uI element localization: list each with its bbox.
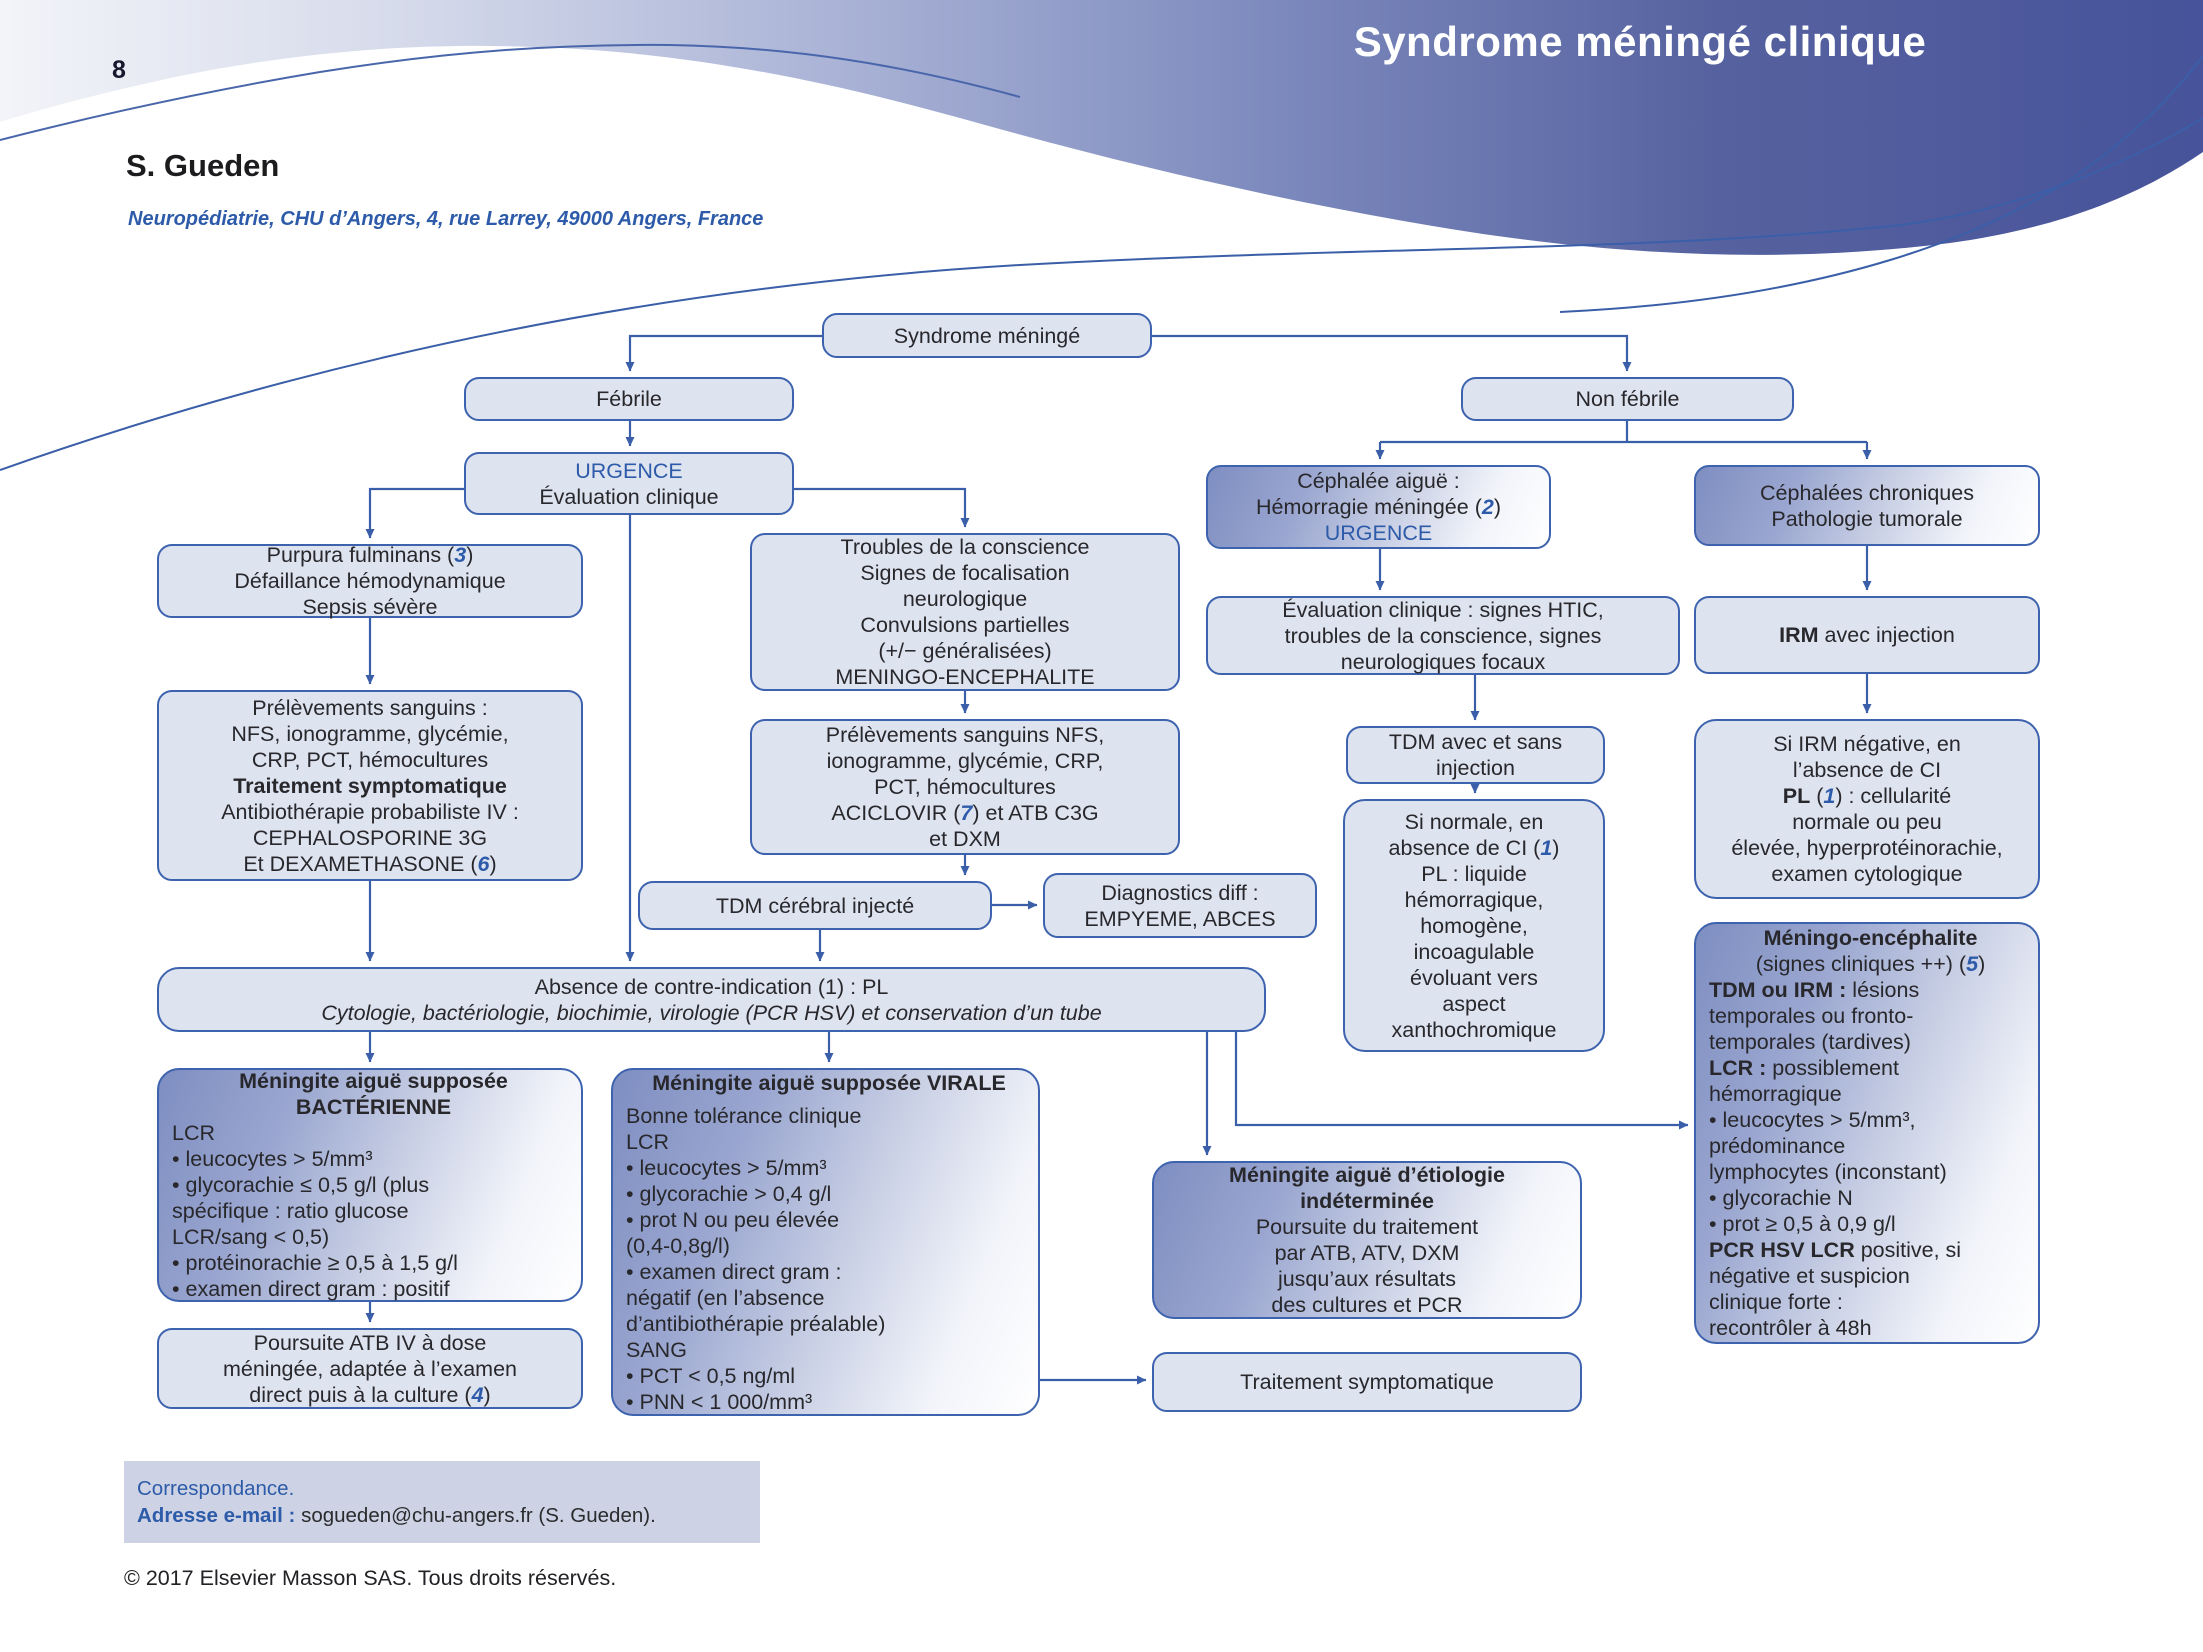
text-segment: SANG xyxy=(626,1337,687,1362)
text-line xyxy=(626,1155,1032,1181)
text-line xyxy=(172,1068,575,1094)
text-segment: CEPHALOSPORINE 3G xyxy=(252,825,488,850)
text-line xyxy=(169,1356,571,1382)
text-segment: ) xyxy=(483,1382,491,1407)
node-diagnostics-diff xyxy=(1043,873,1317,938)
text-segment: EMPYEME, ABCES xyxy=(1084,906,1276,931)
text-line xyxy=(626,1129,1032,1155)
text-segment: négative et suspicion xyxy=(1709,1264,1910,1288)
text-segment: par ATB, ATV, DXM xyxy=(1274,1241,1460,1265)
text-line xyxy=(169,851,571,877)
text-line xyxy=(172,1172,575,1198)
correspondence-email-line xyxy=(137,1502,760,1529)
text-line xyxy=(1164,1188,1570,1214)
text-line xyxy=(626,1103,1032,1129)
text-segment: IRM xyxy=(1779,623,1819,647)
text-line xyxy=(1218,494,1539,520)
text-segment: Défaillance hémodynamique xyxy=(234,569,506,593)
text-line xyxy=(1706,506,2028,532)
text-segment: 6 xyxy=(477,851,490,876)
text-line xyxy=(650,893,980,919)
text-line xyxy=(1218,468,1539,494)
text-line xyxy=(1355,809,1593,835)
text-line xyxy=(1709,1315,2032,1341)
text-segment: PL xyxy=(1782,784,1811,808)
text-segment: MENINGO-ENCEPHALITE xyxy=(835,665,1095,689)
text-line xyxy=(1358,729,1593,755)
text-line xyxy=(626,1233,1032,1259)
text-line xyxy=(172,1198,575,1224)
text-line xyxy=(172,1250,575,1276)
text-line xyxy=(626,1337,1032,1363)
text-segment: ) xyxy=(1552,835,1560,860)
text-line xyxy=(1164,1214,1570,1240)
text-segment: hémorragique, xyxy=(1404,887,1544,912)
text-line xyxy=(762,664,1168,690)
text-line xyxy=(172,1146,575,1172)
text-line xyxy=(169,568,571,594)
node-febrile xyxy=(464,377,794,421)
text-line xyxy=(1164,1292,1570,1318)
text-line xyxy=(1709,1211,2032,1237)
text-segment: ) : cellularité xyxy=(1835,784,1952,808)
page-number: 8 xyxy=(112,56,126,84)
text-segment: Signes de focalisation xyxy=(860,561,1070,585)
text-segment: injection xyxy=(1436,756,1515,780)
text-segment: Syndrome méningé xyxy=(893,323,1081,348)
copyright-notice: © 2017 Elsevier Masson SAS. Tous droits réservés. xyxy=(124,1566,617,1590)
text-line xyxy=(626,1259,1032,1285)
text-line xyxy=(169,1000,1254,1026)
text-line xyxy=(1709,1263,2032,1289)
text-line xyxy=(476,484,782,510)
text-line xyxy=(1709,925,2032,951)
text-segment: Si normale, en xyxy=(1404,809,1544,834)
text-segment: homogène, xyxy=(1420,913,1528,938)
node-irm-injection xyxy=(1694,596,2040,674)
text-line xyxy=(169,825,571,851)
text-line xyxy=(169,974,1254,1000)
node-meningite-bacterienne xyxy=(157,1068,583,1302)
text-segment: • protéinorachie ≥ 0,5 à 1,5 g/l xyxy=(172,1251,458,1275)
text-segment: lésions xyxy=(1846,978,1920,1002)
text-segment: temporales ou fronto- xyxy=(1709,1004,1914,1028)
text-segment: Fébrile xyxy=(596,387,662,411)
text-segment: CRP, PCT, hémocultures xyxy=(251,747,489,772)
text-line xyxy=(1355,887,1593,913)
text-line xyxy=(172,1094,575,1120)
text-line xyxy=(1706,622,2028,648)
node-traitement-symptomatique xyxy=(1152,1352,1582,1412)
text-segment: Méningite aiguë d’étiologie xyxy=(1229,1163,1505,1187)
text-segment: LCR xyxy=(172,1121,216,1145)
node-meningo-encephalite xyxy=(1694,922,2040,1344)
text-segment: neurologiques focaux xyxy=(1340,649,1546,674)
text-line xyxy=(1706,809,2028,835)
text-line xyxy=(1709,1055,2032,1081)
text-segment: • leucocytes > 5/mm³, xyxy=(1709,1108,1916,1132)
text-segment: Non fébrile xyxy=(1575,387,1680,411)
text-segment: TDM ou IRM : xyxy=(1709,978,1847,1002)
text-line xyxy=(1709,1159,2032,1185)
text-segment: spécifique : ratio glucose xyxy=(172,1199,409,1223)
author-affiliation: Neuropédiatrie, CHU d’Angers, 4, rue Larrey, 49000 Angers, France xyxy=(128,208,764,230)
text-segment: l’absence de CI xyxy=(1792,758,1942,782)
page-title: Syndrome méningé clinique xyxy=(1353,18,1927,65)
text-segment: lymphocytes (inconstant) xyxy=(1709,1160,1947,1184)
text-line xyxy=(476,386,782,412)
node-tdm-cerebral-injecte xyxy=(638,881,992,930)
text-segment: Sepsis sévère xyxy=(302,595,438,619)
text-line xyxy=(762,722,1168,748)
text-segment: absence de CI ( xyxy=(1388,835,1541,860)
text-line xyxy=(172,1224,575,1250)
node-cephalees-chroniques xyxy=(1694,465,2040,546)
node-meningite-indeterminee xyxy=(1152,1161,1582,1319)
text-segment: Antibiothérapie probabiliste IV : xyxy=(221,799,519,824)
text-segment: Cytologie, bactériologie, biochimie, virologie (PCR HSV) et conservation d’un tube xyxy=(321,1000,1102,1025)
text-line xyxy=(1164,1240,1570,1266)
text-segment: URGENCE xyxy=(1324,521,1433,545)
email-value[interactable]: sogueden@chu-angers.fr (S. Gueden). xyxy=(301,1504,656,1527)
text-line xyxy=(834,323,1140,349)
text-segment: xanthochromique xyxy=(1391,1017,1557,1042)
text-line xyxy=(762,748,1168,774)
text-line xyxy=(1709,951,2032,977)
text-segment: 7 xyxy=(960,801,973,825)
text-segment: normale ou peu xyxy=(1792,810,1942,834)
text-segment: Traitement symptomatique xyxy=(1240,1370,1494,1394)
text-segment: Méningite aiguë supposée xyxy=(239,1069,508,1093)
node-si-normale-pl xyxy=(1343,799,1605,1052)
text-segment: évoluant vers xyxy=(1410,965,1538,990)
text-line xyxy=(169,594,571,620)
text-line xyxy=(626,1363,1032,1389)
text-segment: ) xyxy=(466,543,474,567)
text-segment: Bonne tolérance clinique xyxy=(626,1103,862,1128)
text-segment: • examen direct gram : xyxy=(626,1259,842,1284)
text-segment: • leucocytes > 5/mm³ xyxy=(172,1147,373,1171)
text-line xyxy=(1355,939,1593,965)
text-line xyxy=(1055,880,1305,906)
node-cephalee-aigue xyxy=(1206,465,1551,549)
text-segment: négatif (en l’absence xyxy=(626,1285,825,1310)
text-line xyxy=(169,799,571,825)
node-urgence-evaluation xyxy=(464,452,794,515)
text-line xyxy=(626,1285,1032,1311)
text-segment: Troubles de la conscience xyxy=(840,535,1090,559)
text-line xyxy=(1709,1289,2032,1315)
text-line xyxy=(169,747,571,773)
text-segment: Si IRM négative, en xyxy=(1773,732,1961,756)
text-line xyxy=(762,586,1168,612)
text-line xyxy=(169,695,571,721)
text-line xyxy=(1218,520,1539,546)
text-segment: d’antibiothérapie préalable) xyxy=(626,1311,886,1336)
text-line xyxy=(1709,977,2032,1003)
text-segment: BACTÉRIENNE xyxy=(295,1095,452,1119)
text-segment: (0,4-0,8g/l) xyxy=(626,1233,730,1258)
text-line xyxy=(1706,835,2028,861)
text-segment: LCR : xyxy=(1709,1056,1767,1080)
node-absence-contre-indication xyxy=(157,967,1266,1032)
text-segment: ) et ATB C3G xyxy=(972,801,1099,825)
text-segment: hémorragique xyxy=(1709,1082,1842,1106)
text-segment: Convulsions partielles xyxy=(860,613,1070,637)
node-prelevements-viral xyxy=(750,719,1180,855)
text-segment: TDM cérébral injecté xyxy=(715,893,915,918)
text-segment: méningée, adaptée à l’examen xyxy=(222,1356,518,1381)
text-segment: Diagnostics diff : xyxy=(1101,880,1259,905)
text-segment: PL : liquide xyxy=(1421,861,1527,886)
text-segment: examen cytologique xyxy=(1771,862,1963,886)
text-segment: Prélèvements sanguins NFS, xyxy=(825,723,1105,747)
text-segment: • prot N ou peu élevée xyxy=(626,1207,840,1232)
text-segment: Poursuite ATB IV à dose xyxy=(253,1330,487,1355)
text-line xyxy=(1709,1029,2032,1055)
text-line xyxy=(1706,731,2028,757)
email-label: Adresse e-mail : xyxy=(137,1504,302,1527)
text-segment: avec injection xyxy=(1818,623,1955,647)
node-non-febrile xyxy=(1461,377,1794,421)
text-segment: Absence de contre-indication (1) : PL xyxy=(534,974,889,999)
text-line xyxy=(1218,623,1668,649)
text-segment: • PCT < 0,5 ng/ml xyxy=(626,1363,796,1388)
text-segment: 1 xyxy=(1540,835,1553,860)
text-segment: élevée, hyperprotéinorachie, xyxy=(1731,836,2003,860)
text-segment: ionogramme, glycémie, CRP, xyxy=(826,749,1104,773)
text-line xyxy=(476,458,782,484)
text-segment: indéterminée xyxy=(1300,1189,1434,1213)
text-segment: et DXM xyxy=(929,827,1001,851)
text-segment: ) xyxy=(489,851,497,876)
text-segment: • glycorachie > 0,4 g/l xyxy=(626,1181,832,1206)
text-line xyxy=(626,1311,1032,1337)
node-si-irm-negative xyxy=(1694,719,2040,899)
text-segment: (+/− généralisées) xyxy=(878,639,1052,663)
text-line xyxy=(1164,1266,1570,1292)
text-segment: • examen direct gram : positif xyxy=(172,1277,450,1301)
text-segment: Méningo-encéphalite xyxy=(1763,926,1978,950)
text-line xyxy=(626,1070,1032,1096)
text-line xyxy=(1358,755,1593,781)
text-segment: neurologique xyxy=(902,587,1028,611)
text-line xyxy=(1706,480,2028,506)
text-segment: Et DEXAMETHASONE ( xyxy=(243,851,478,876)
text-line xyxy=(172,1120,575,1146)
text-segment: Évaluation clinique xyxy=(539,484,719,509)
text-segment: Hémorragie méningée ( xyxy=(1256,495,1482,519)
text-line xyxy=(169,1330,571,1356)
text-line xyxy=(1706,861,2028,887)
text-segment: 4 xyxy=(471,1382,484,1407)
text-segment: NFS, ionogramme, glycémie, xyxy=(231,721,509,746)
correspondence-box xyxy=(124,1461,760,1543)
text-segment: ACICLOVIR ( xyxy=(831,801,961,825)
text-line xyxy=(1706,757,2028,783)
correspondence-label: Correspondance. xyxy=(137,1477,295,1500)
text-segment: TDM avec et sans xyxy=(1388,730,1563,754)
text-line xyxy=(1709,1107,2032,1133)
text-segment: PCT, hémocultures xyxy=(874,775,1056,799)
text-line xyxy=(1218,649,1668,675)
text-segment: • leucocytes > 5/mm³ xyxy=(626,1155,827,1180)
text-segment: temporales (tardives) xyxy=(1709,1030,1911,1054)
text-segment: Traitement symptomatique xyxy=(233,773,507,798)
text-line xyxy=(1218,597,1668,623)
node-meningite-virale xyxy=(611,1068,1040,1416)
text-line xyxy=(1164,1369,1570,1395)
text-line xyxy=(169,1382,571,1408)
text-line xyxy=(172,1276,575,1302)
text-segment: Méningite aiguë supposée VIRALE xyxy=(652,1070,1006,1095)
text-line xyxy=(1055,906,1305,932)
text-segment: 5 xyxy=(1966,952,1979,976)
text-segment: • PNN < 1 000/mm³ xyxy=(626,1389,813,1414)
text-segment: incoagulable xyxy=(1413,939,1535,964)
text-line xyxy=(1709,1081,2032,1107)
text-segment: Poursuite du traitement xyxy=(1255,1215,1479,1239)
text-segment: PCR HSV LCR xyxy=(1709,1238,1855,1262)
text-segment: positive, si xyxy=(1854,1238,1962,1262)
text-line xyxy=(1355,1017,1593,1043)
text-line xyxy=(1355,835,1593,861)
text-segment: Céphalée aiguë : xyxy=(1297,469,1460,493)
text-line xyxy=(1709,1133,2032,1159)
node-troubles-conscience xyxy=(750,533,1180,691)
text-line xyxy=(169,542,571,568)
text-line xyxy=(1355,913,1593,939)
text-segment: 2 xyxy=(1481,495,1494,519)
text-segment: (signes cliniques ++) ( xyxy=(1755,952,1967,976)
author-name: S. Gueden xyxy=(126,148,280,183)
text-segment: • glycorachie N xyxy=(1709,1186,1853,1210)
text-segment: Céphalées chroniques xyxy=(1760,480,1974,505)
text-line xyxy=(626,1389,1032,1415)
text-segment: Pathologie tumorale xyxy=(1771,506,1963,531)
text-line xyxy=(762,612,1168,638)
text-segment: recontrôler à 48h xyxy=(1709,1316,1872,1340)
node-purpura-fulminans xyxy=(157,544,583,618)
text-line xyxy=(1355,861,1593,887)
text-line xyxy=(1473,386,1782,412)
text-line xyxy=(762,560,1168,586)
text-line xyxy=(762,826,1168,852)
text-line xyxy=(1706,783,2028,809)
text-line xyxy=(626,1207,1032,1233)
node-syndrome-meninge xyxy=(822,313,1152,358)
node-tdm-avec-sans-injection xyxy=(1346,726,1605,784)
text-segment: LCR xyxy=(626,1129,670,1154)
text-segment: clinique forte : xyxy=(1709,1290,1843,1314)
text-line xyxy=(1164,1162,1570,1188)
text-segment: jusqu’aux résultats xyxy=(1277,1267,1457,1291)
text-line xyxy=(1355,965,1593,991)
text-segment: prédominance xyxy=(1709,1134,1846,1158)
text-line xyxy=(626,1181,1032,1207)
text-segment: 3 xyxy=(454,543,467,567)
text-line xyxy=(1709,1185,2032,1211)
text-line xyxy=(169,721,571,747)
text-segment: ) xyxy=(1493,495,1501,519)
text-segment: ( xyxy=(1810,784,1824,808)
text-segment: • prot ≥ 0,5 à 0,9 g/l xyxy=(1709,1212,1896,1236)
text-segment: ) xyxy=(1978,952,1986,976)
text-segment: Prélèvements sanguins : xyxy=(252,695,488,720)
text-segment: • glycorachie ≤ 0,5 g/l (plus xyxy=(172,1173,430,1197)
text-line xyxy=(762,534,1168,560)
text-segment: troubles de la conscience, signes xyxy=(1284,623,1602,648)
text-line xyxy=(169,773,571,799)
text-segment: des cultures et PCR xyxy=(1271,1293,1463,1317)
text-segment: Purpura fulminans ( xyxy=(266,543,455,567)
text-segment: possiblement xyxy=(1766,1056,1899,1080)
text-line xyxy=(762,638,1168,664)
node-prelevements-bacterien xyxy=(157,690,583,881)
text-segment: Évaluation clinique : signes HTIC, xyxy=(1282,597,1604,622)
node-evaluation-htic xyxy=(1206,596,1680,675)
text-segment: direct puis à la culture ( xyxy=(249,1382,472,1407)
text-line xyxy=(1709,1237,2032,1263)
text-segment: LCR/sang < 0,5) xyxy=(172,1225,330,1249)
text-segment: URGENCE xyxy=(575,458,683,483)
text-line xyxy=(762,774,1168,800)
text-line xyxy=(1355,991,1593,1017)
text-segment: 1 xyxy=(1823,784,1836,808)
text-line xyxy=(1709,1003,2032,1029)
text-segment: aspect xyxy=(1442,991,1506,1016)
node-poursuite-atb xyxy=(157,1328,583,1409)
text-line xyxy=(762,800,1168,826)
